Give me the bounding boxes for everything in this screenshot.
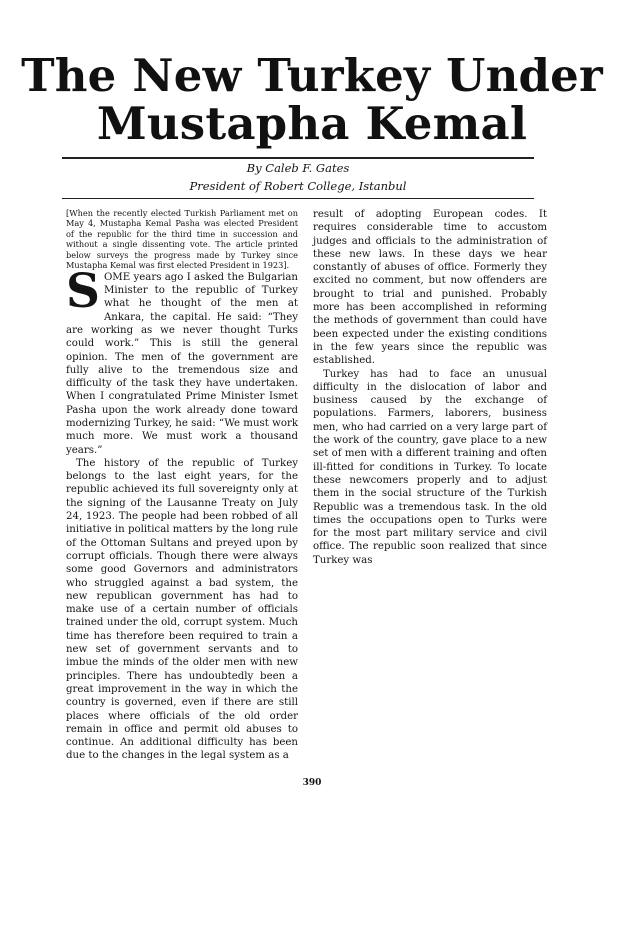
article-title-line-2: Mustapha Kemal xyxy=(96,97,528,150)
editor-note: [When the recently elected Turkish Parliament met on May 4, Mustapha Kemal Pasha was elected President of the republic for the third time in succession and without a single dissenting vote. The article printed below surveys the progress made by Turkey since Mustapha Kemal was first elected President in 1923]. xyxy=(66,208,298,271)
author-byline: By Caleb F. Gates xyxy=(246,161,350,175)
paragraph-1 xyxy=(66,263,298,457)
paragraph-1-text: OME years ago I asked the Bulgarian Minister to the republic of Turkey what he thought of the men at Ankara, the capital. He said: “They are working as we never thought Turks could work.” This is still the general opinion. The men of the government are fully alive to the tremendous size and difficulty of the task they have undertaken. When I congratulated Prime Minister Ismet Pasha upon the work already done toward modernizing Turkey, he said: “We must work much more. We must work a thousand years.” xyxy=(66,271,298,456)
paragraph-3: Turkey has had to face an unusual difficulty in the dislocation of labor and business caused by the exchange of populations. Farmers, laborers, business men, who had carried on a very large part of the work of the country, gave place to a new set of men with a different training and often ill-fitted for conditions in Turkey. To locate these newcomers properly and to adjust them in the social structure of the Turkish Republic was a tremendous task. In the old times the occupations open to Turks were for the most part military service and civil office. The republic soon realized that since Turkey was xyxy=(313,368,547,566)
page-number: 390 xyxy=(302,778,322,788)
paragraph-2: The history of the republic of Turkey belongs to the last eight years, for the republic achieved its full sovereignty only at the signing of the Lausanne Treaty on July 24, 1923. The people had been robbed of all initiative in political matters by the long rule of the Ottoman Sultans and preyed upon by corrupt officials. Though there were always some good Governors and administrators who struggled against a bad system, the new republican government has had to make use of a certain number of officials trained under the old, corrupt system. Much time has therefore been required to train a new set of government servants and to imbue the minds of the older men with new principles. There has undoubtedly been a great improvement in the way in which the country is governed, even if there are still places where officials of the old order remain in office and permit old abuses to continue. An additional difficulty has been due to the changes in the legal system as a xyxy=(66,457,298,762)
article-title-line-1: The New Turkey Under xyxy=(21,49,603,102)
byline-divider xyxy=(62,198,534,199)
right-column xyxy=(313,208,547,567)
paragraph-2-continued: result of adopting European codes. It requires considerable time to accustom judges and officials to the administration of these new laws. In these days we hear constantly of abuses of office. Formerly they excited no comment, but now offenders are brought to trial and punished. Probably more has been accomplished in reforming the methods of government than could have been expected under the existing conditions in the few years since the republic was established. xyxy=(313,209,547,367)
left-column xyxy=(66,208,298,763)
author-position: President of Robert College, Istanbul xyxy=(189,179,407,193)
drop-cap: S xyxy=(66,263,100,319)
title-divider xyxy=(62,157,534,159)
